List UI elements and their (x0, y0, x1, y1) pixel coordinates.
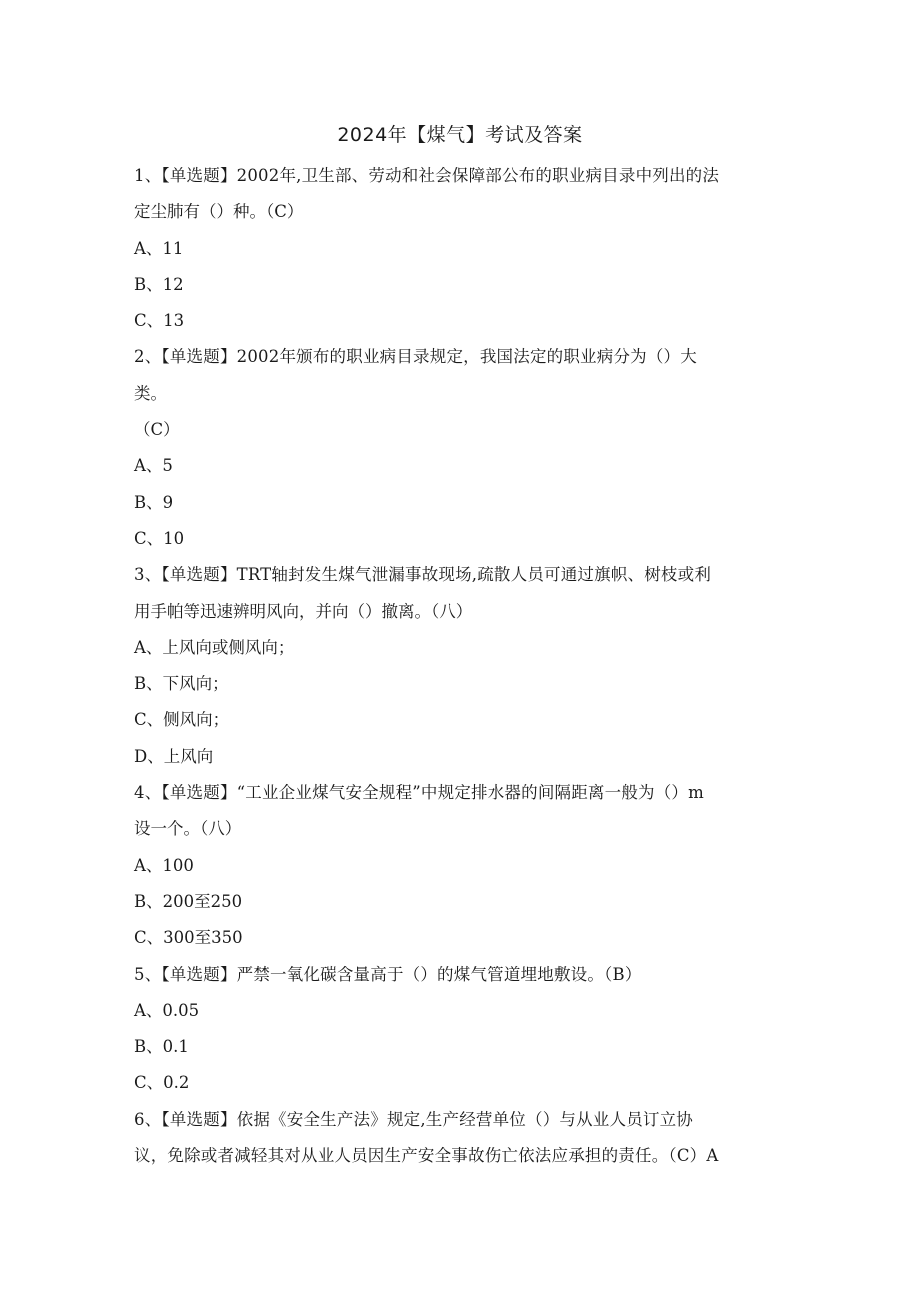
question-1-option-a: A、11 (134, 238, 184, 258)
question-1-option-c: C、13 (134, 311, 185, 331)
question-3-option-a: A、上风向或侧风向； (134, 637, 295, 657)
question-2-option-a: A、5 (134, 456, 173, 476)
question-6-line-1: 6、【单选题】依据《安全生产法》规定,生产经营单位（）与从业人员订立协 (134, 1109, 693, 1129)
question-5-option-a: A、0.05 (134, 1000, 200, 1020)
question-2-line-2: 类。 (134, 383, 167, 403)
question-3-option-c: C、侧风向； (134, 710, 230, 730)
document-title: 2024年【煤气】考试及答案 (337, 124, 583, 146)
question-4-option-b: B、200至250 (134, 891, 243, 911)
question-2-answer: （C） (134, 420, 180, 440)
question-1-line-1: 1、【单选题】2002年,卫生部、劳动和社会保障部公布的职业病目录中列出的法 (134, 166, 720, 185)
question-4-line-2: 设一个。（八） (134, 819, 242, 839)
question-3-line-2: 用手帕等迅速辨明风向，并向（）撤离。（八） (134, 601, 473, 621)
document-body (134, 158, 794, 1174)
question-1-line-2: 定尘肺有（）种。（C） (134, 202, 304, 222)
question-5-line-1: 5、【单选题】严禁一氧化碳含量高于（）的煤气管道埋地敷设。（B） (134, 964, 642, 984)
question-5-option-b: B、0.1 (134, 1037, 189, 1057)
question-4-option-a: A、100 (134, 855, 194, 875)
question-4-line-1: 4、【单选题】“工业企业煤气安全规程”中规定排水器的间隔距离一般为（）m (134, 783, 704, 803)
question-2-option-c: C、10 (134, 528, 185, 548)
question-5-option-c: C、0.2 (134, 1073, 190, 1093)
question-4-option-c: C、300至350 (134, 928, 243, 948)
question-3-option-b: B、下风向； (134, 674, 229, 694)
question-2-option-b: B、9 (134, 492, 174, 512)
question-1-option-b: B、12 (134, 274, 184, 294)
question-3-option-d: D、上风向 (134, 746, 214, 766)
question-3-line-1: 3、【单选题】TRT轴封发生煤气泄漏事故现场,疏散人员可通过旗帜、树枝或利 (134, 565, 712, 585)
question-2-line-1: 2、【单选题】2002年颁布的职业病目录规定，我国法定的职业病分为（）大 (134, 347, 697, 367)
question-6-line-2: 议，免除或者减轻其对从业人员因生产安全事故伤亡依法应承担的责任。（C）A (134, 1146, 719, 1166)
